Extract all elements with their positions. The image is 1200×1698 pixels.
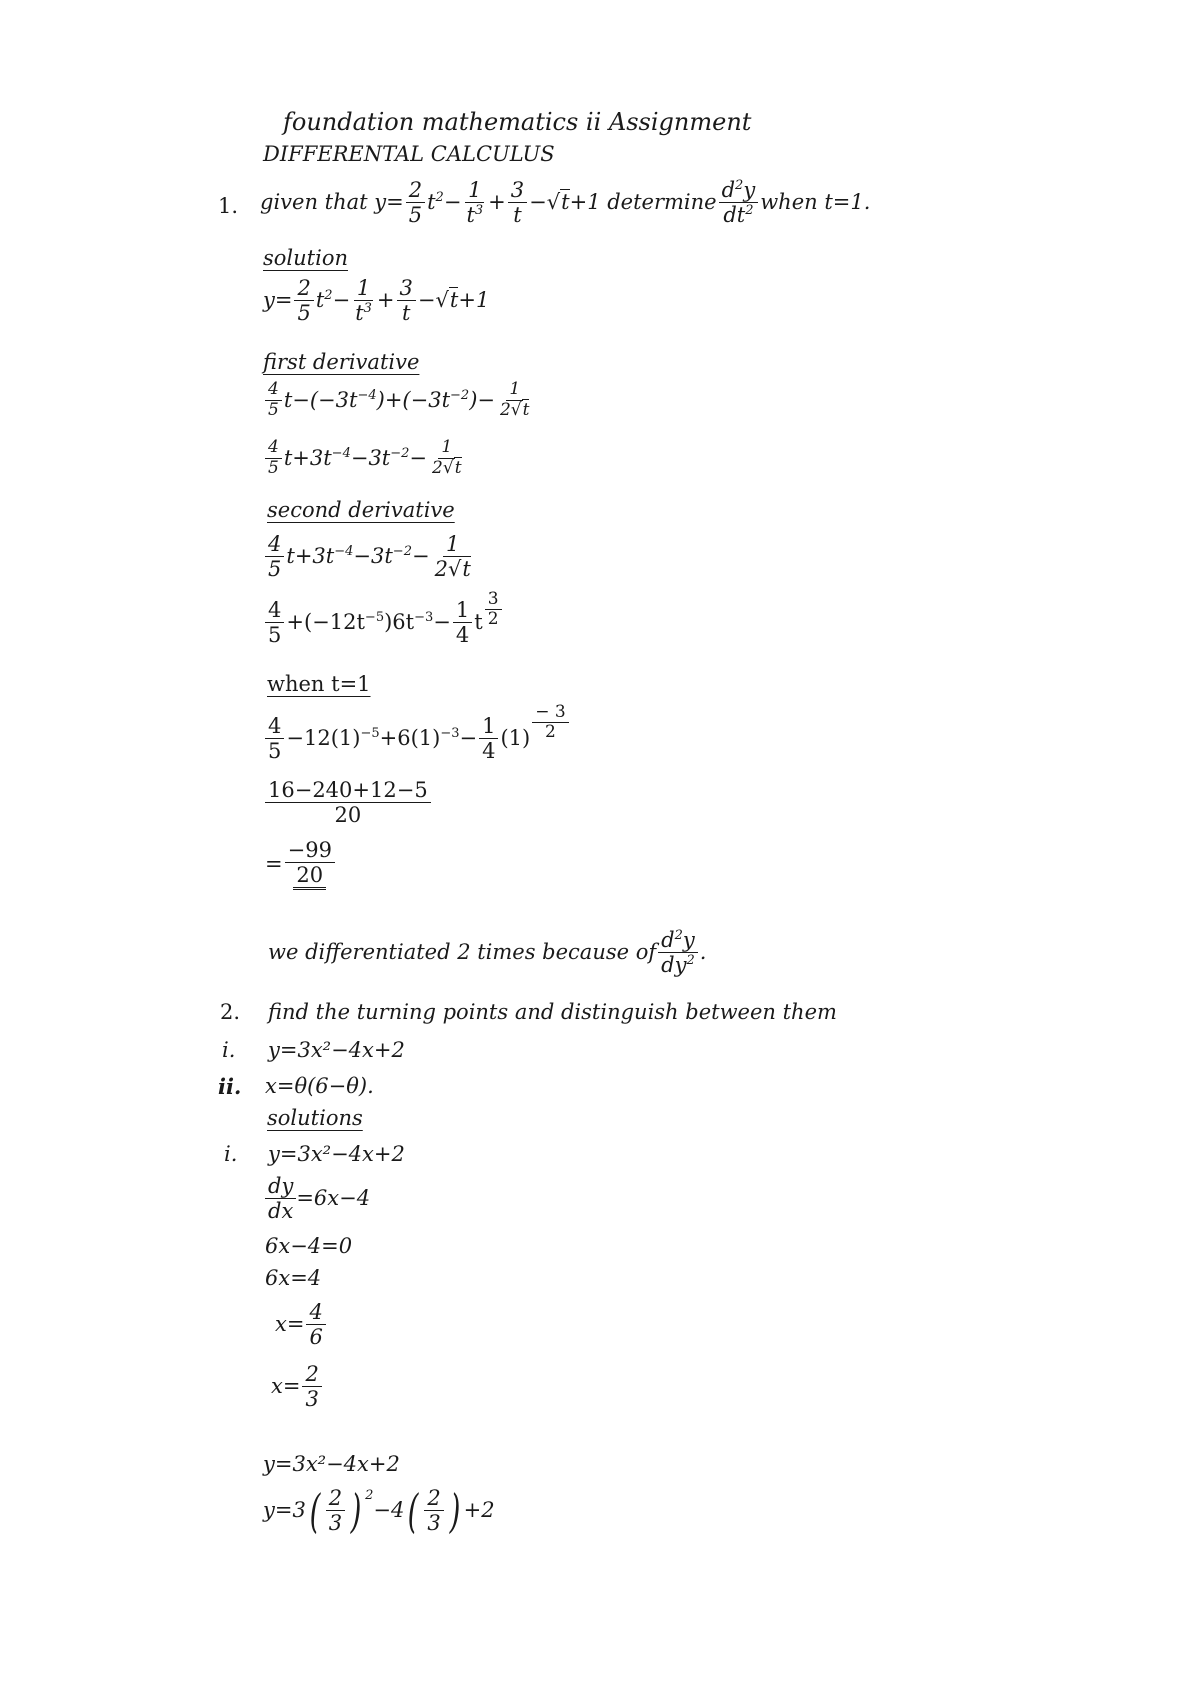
second-derivative-line-1: $\frac{4}{5}$ $t+3t^{-4}-3t^{-2}-$ $\frac{1}{2√t}$ <box>263 532 476 581</box>
equation-y: y= $\frac{2}{5}$ $t^2-$ $\frac{1}{t^3}$ + $\frac{3}{t}$ −√t+1 <box>263 276 490 326</box>
when-t-equals-1-label: when t=1 <box>267 672 371 696</box>
section-heading: DIFFERENTAL CALCULUS <box>263 142 555 166</box>
y-substitution-line: y=3 ( $\frac{2}{3}$ ) 2 −4 ( $\frac{2}{3}$ ) +2 <box>263 1483 495 1538</box>
differentiation-note-text: we differentiated 2 times because of <box>268 940 657 965</box>
set-zero-line: 6x−4=0 <box>265 1234 353 1258</box>
question-2-number: 2. <box>220 1000 241 1024</box>
part-i-marker: i. <box>222 1038 236 1062</box>
question-1-condition: when t=1. <box>760 190 871 215</box>
first-derivative-label: first derivative <box>263 350 420 374</box>
question-1-text: given that y= $\frac{2}{5}$ $t^2-$ $\frac{1}{t^3}$ + $\frac{3}{t}$ −√t+1 determine $\frac{d^2y}{dt^2}$ when t=1. <box>260 178 871 228</box>
answer-denominator: 20 <box>293 863 326 890</box>
first-derivative-line-2: $\frac{4}{5}$ $t+3t^{-4}-3t^{-2}-$ $\frac{1}{2√t}$ <box>263 438 467 478</box>
part-i-equation: y=3x²−4x+2 <box>268 1038 405 1062</box>
combined-denominator: 20 <box>334 803 362 828</box>
second-derivative-label: second derivative <box>267 498 455 522</box>
x-equals-two-thirds: x= $\frac{2}{3}$ <box>271 1362 324 1411</box>
part-ii-marker: ii. <box>218 1074 242 1099</box>
substitution-line: $\frac{4}{5}$ $-12(1)^{-5}+6(1)^{-3}-$ $\frac{1}{4}$ (1) $\frac{- 3}{2}$ <box>263 714 571 763</box>
solutions-label: solutions <box>267 1106 363 1130</box>
solution-label: solution <box>263 246 348 270</box>
answer-numerator: −99 <box>285 838 335 863</box>
part-ii-equation: x=θ(6−θ). <box>265 1074 374 1098</box>
six-x-line: 6x=4 <box>265 1266 322 1290</box>
question-2-text: find the turning points and distinguish between them <box>268 1000 837 1024</box>
question-1-intro: given that y= <box>260 190 404 215</box>
differentiation-note: we differentiated 2 times because of $\frac{d^2y}{dy^2}$ . <box>268 928 707 978</box>
solution-i-marker: i. <box>224 1142 238 1166</box>
dy-dx-rhs: =6x−4 <box>296 1186 371 1211</box>
combined-fraction <box>265 778 431 827</box>
y-equation-again: y=3x²−4x+2 <box>263 1452 400 1476</box>
x-equals-four-sixths: x= $\frac{4}{6}$ <box>275 1300 328 1349</box>
first-derivative-line-1: $\frac{4}{5}$ $t-(-3t^{-4})+(-3t^{-2})-$ $\frac{1}{2√t}$ <box>263 380 534 420</box>
document-title: foundation mathematics ii Assignment <box>283 108 752 136</box>
question-1-determine: determine <box>607 190 717 215</box>
combined-numerator: 16−240+12−5 <box>265 778 431 803</box>
question-1-number: 1. <box>218 194 239 218</box>
solution-i-equation: y=3x²−4x+2 <box>268 1142 405 1166</box>
second-derivative-line-2: $\frac{4}{5}$ $+(-12t^{-5})6t^{-3}-$ $\frac{1}{4}$ t $\frac{3}{2}$ <box>263 598 504 647</box>
final-answer: = $\frac{-99}{20}$ <box>265 838 337 890</box>
dy-dx-line: $\frac{dy}{dx}$ =6x−4 <box>265 1174 370 1223</box>
